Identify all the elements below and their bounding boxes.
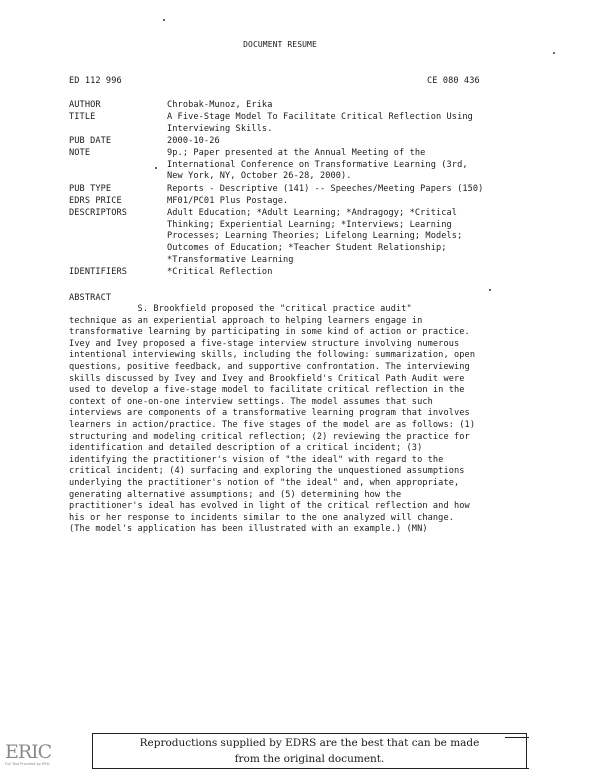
field-value-line: Reports - Descriptive (141) -- Speeches/Meeting Papers (150) [167,184,484,194]
scan-rule [505,768,529,769]
abstract-line: interviews are components of a transformative learning program that involves [69,408,470,419]
field-value-line: 2000-10-26 [167,136,220,146]
field-value-line: 9p.; Paper presented at the Annual Meeting of the [167,148,426,158]
field-value [167,136,579,148]
field-pub-type [69,184,579,196]
field-value-line: *Transformative Learning [167,254,294,265]
field-value-line: Outcomes of Education; *Teacher Student Relationship; [167,243,447,254]
field-value-line: New York, NY, October 26-28, 2000). [167,171,352,182]
field-value-line: Interviewing Skills. [167,123,273,134]
field-identifiers [69,267,579,279]
field-note [69,148,579,183]
field-value-line: MF01/PC01 Plus Postage. [167,196,289,206]
field-value [167,208,579,267]
field-pub-date [69,136,579,148]
field-title [69,112,579,135]
field-label: IDENTIFIERS [69,267,128,277]
abstract-line: learners in action/practice. The five stages of the model are as follows: (1) [69,419,476,430]
field-value-line: Processes; Learning Theories; Lifelong Learning; Models; [167,231,463,242]
abstract-line: S. Brookfield proposed the "critical practice audit" [69,304,412,314]
field-label: AUTHOR [69,100,101,110]
field-value [167,100,579,112]
scan-rule [505,737,529,738]
ce-number: CE 080 436 [427,76,480,86]
abstract-line: structuring and modeling critical reflection; (2) reviewing the practice for [69,431,470,442]
field-label: PUB DATE [69,136,112,146]
field-label: DESCRIPTORS [69,208,128,218]
field-value-line: Thinking; Experiential Learning; *Interviews; Learning [167,219,452,230]
abstract-line: intentional interviewing skills, including the following: summarization, open [69,350,476,361]
abstract-line: used to develop a five-stage model to facilitate critical reflection in the [69,385,465,396]
reproduction-notice-line2: from the original document. [234,753,385,765]
scan-speck [155,167,157,169]
scan-speck [489,289,491,291]
abstract-line: underlying the practitioner's notion of "the ideal" and, when appropriate, [69,477,460,488]
abstract-line: technique as an experiential approach to helping learners engage in [69,315,423,326]
abstract-line: transformative learning by participating in some kind of action or practice. [69,327,470,338]
eric-logo-subtext: Full Text Provided by ERIC [5,762,51,766]
field-label: PUB TYPE [69,184,112,194]
field-value [167,112,579,135]
reproduction-notice-line1: Reproductions supplied by EDRS are the best that can be made [139,737,480,749]
field-label: TITLE [69,112,96,122]
scan-speck [553,52,555,54]
scan-speck [163,19,165,21]
field-value [167,267,579,279]
abstract-line: practitioner's ideal has evolved in light of the critical reflection and how [69,501,470,512]
ed-number: ED 112 996 [69,76,122,86]
abstract-line: skills discussed by Ivey and Ivey and Brookfield's Critical Path Audit were [69,373,465,384]
abstract-line: Ivey and Ivey proposed a five-stage interview structure involving numerous [69,338,460,349]
abstract-line: critical incident; (4) surfacing and exploring the unquestioned assumptions [69,466,465,477]
abstract-line: identifying the practitioner's vision of "the ideal" with regard to the [69,454,444,465]
reproduction-notice [92,733,527,769]
abstract-line: (The model's application has been illustrated with an example.) (MN) [69,524,428,535]
abstract-label: ABSTRACT [69,293,112,303]
abstract-line: identification and detailed description of a critical incident; (3) [69,443,423,454]
field-descriptors [69,208,579,267]
field-value [167,148,579,183]
field-value-line: A Five-Stage Model To Facilitate Critical Reflection Using [167,112,473,122]
field-value [167,184,579,196]
eric-logo [5,742,65,776]
field-label: EDRS PRICE [69,196,122,206]
field-value-line: International Conference on Transformative Learning (3rd, [167,159,468,170]
field-author [69,100,579,112]
abstract-line: his or her response to incidents similar to the one analyzed will change. [69,512,454,523]
field-value-line: Chrobak-Munoz, Erika [167,100,273,110]
field-edrs-price [69,196,579,208]
abstract-line: questions, positive feedback, and supportive confrontation. The interviewing [69,361,470,372]
eric-logo-letters: ERIC [5,741,52,763]
document-resume-title: DOCUMENT RESUME [243,40,317,49]
field-value-line: *Critical Reflection [167,267,273,277]
abstract-line: context of one-on-one interview settings. The model assumes that such [69,396,433,407]
abstract-body [69,304,589,536]
abstract-line: generating alternative assumptions; and (5) determining how the [69,489,402,500]
field-value [167,196,579,208]
field-value-line: Adult Education; *Adult Learning; *Andragogy; *Critical [167,208,458,218]
field-label: NOTE [69,148,91,158]
